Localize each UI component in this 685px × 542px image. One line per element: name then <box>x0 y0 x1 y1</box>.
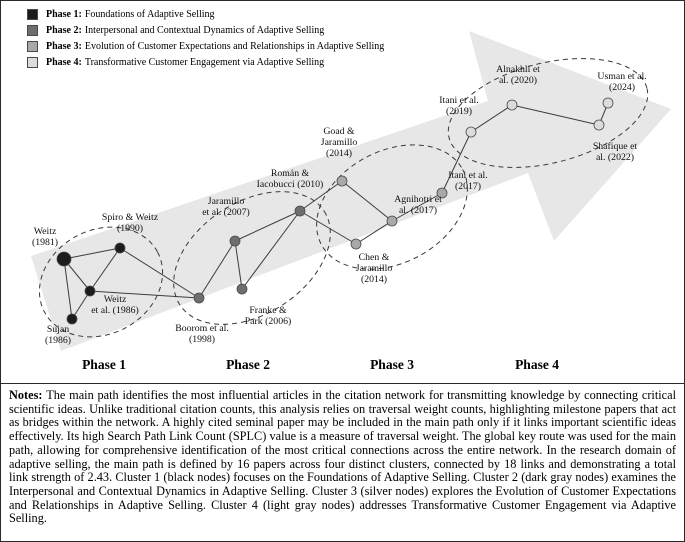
phase-1-color-swatch <box>27 9 38 20</box>
node-label-franke2006: Franke & Park (2006) <box>244 305 292 327</box>
legend-phase-4-label: Phase 4: <box>46 57 82 68</box>
node-label-alnakhli2020: Alnakhli et al. (2020) <box>496 64 540 86</box>
legend-text-phase-3 <box>46 41 384 52</box>
node-weitz1981 <box>57 252 71 266</box>
node-label-goad2014: Goad & Jaramillo (2014) <box>320 126 358 159</box>
legend-phase-2-label: Phase 2: <box>46 25 82 36</box>
notes-body: The main path identifies the most influential articles in the citation network for transmitting knowledge by connecting critical scientific ideas. Unlike traditional citation counts, this analysis relies on traversal weight counts, highlighting milestone papers that act as bridges within the network. A highly cited seminal paper may be included in the main path only if it links important scientific ideas effectively. Its high Search Path Link Count (SPLC) value is a measure of traversal weight. The global key route was used for the main path, allowing for comprehensive identification of the most critical connections across the entire network. In the research domain of adaptive selling, the main path is defined by 16 papers across four distinct clusters, connected by 18 links and demonstrating a total link strength of 2.43. Cluster 1 (black nodes) focuses on the Foundations of Adaptive Selling. Cluster 2 (dark gray nodes) examines the Interpersonal and Contextual Dynamics in Adaptive Selling. Cluster 3 (silver nodes) explores the Evolution of Customer Expectations and Relationships in Adaptive Selling. Cluster 4 (light gray nodes) addresses Transformative Customer Engagement via Adaptive Selling. <box>9 388 676 526</box>
figure-notes <box>1 384 684 526</box>
legend-item-phase-1 <box>27 9 384 20</box>
phase-axis-label-3: Phase 3 <box>370 357 414 372</box>
node-chen2014 <box>351 239 361 249</box>
node-label-weitz1986: Weitz et al. (1986) <box>91 294 139 316</box>
node-itani2019 <box>466 127 476 137</box>
phase-3-color-swatch <box>27 41 38 52</box>
node-label-roman2010: Román & Iacobucci (2010) <box>256 168 324 190</box>
legend-phase-3-label: Phase 3: <box>46 41 82 52</box>
legend-text-phase-1 <box>46 9 215 20</box>
legend-text-phase-2 <box>46 25 324 36</box>
legend-item-phase-3 <box>27 41 384 52</box>
node-boorom1998 <box>194 293 204 303</box>
legend-phase-3-description: Evolution of Customer Expectations and Relationships in Adaptive Selling <box>84 41 385 52</box>
phase-4-color-swatch <box>27 57 38 68</box>
notes-heading: Notes: <box>9 388 47 402</box>
legend-item-phase-2 <box>27 25 384 36</box>
legend-item-phase-4 <box>27 57 384 68</box>
phase-2-color-swatch <box>27 25 38 36</box>
node-label-shafique2022: Shafique et al. (2022) <box>592 141 638 163</box>
node-label-boorom1998: Boorom et al. (1998) <box>175 323 229 345</box>
node-weitz1986 <box>85 286 95 296</box>
node-sujan1986 <box>67 314 77 324</box>
node-jaramillo2007 <box>230 236 240 246</box>
node-label-spiro1990: Spiro & Weitz (1990) <box>101 212 159 234</box>
node-label-usman2024: Usman et al. (2024) <box>597 71 647 93</box>
phase-axis-label-2: Phase 2 <box>226 357 270 372</box>
legend-text-phase-4 <box>46 57 324 68</box>
node-shafique2022 <box>594 120 604 130</box>
background-arrow-shape <box>31 31 671 351</box>
legend-phase-1-label: Phase 1: <box>46 9 82 20</box>
phase-axis-label-1: Phase 1 <box>82 357 126 372</box>
node-label-weitz1981: Weitz (1981) <box>31 226 59 248</box>
node-spiro1990 <box>115 243 125 253</box>
node-alnakhli2020 <box>507 100 517 110</box>
node-usman2024 <box>603 98 613 108</box>
node-label-itani2019: Itani et al. (2019) <box>439 95 479 117</box>
node-goad2014 <box>337 176 347 186</box>
phase-axis-label-4: Phase 4 <box>515 357 559 372</box>
node-roman2010 <box>295 206 305 216</box>
legend-phase-2-description: Interpersonal and Contextual Dynamics of Adaptive Selling <box>84 25 325 36</box>
node-agnihotri2017 <box>387 216 397 226</box>
node-label-chen2014: Chen & Jaramillo (2014) <box>355 252 393 285</box>
node-franke2006 <box>237 284 247 294</box>
legend <box>27 9 384 68</box>
legend-phase-1-description: Foundations of Adaptive Selling <box>84 9 215 20</box>
citation-network-diagram <box>1 1 684 384</box>
node-label-agnihotri2017: Agnihotri et al. (2017) <box>394 194 442 216</box>
legend-phase-4-description: Transformative Customer Engagement via Adaptive Selling <box>84 57 325 68</box>
node-label-itani2017: Itani et al. (2017) <box>448 170 488 192</box>
node-label-sujan1986: Sujan (1986) <box>44 324 72 346</box>
node-label-jaramillo2007: Jaramillo et al. (2007) <box>202 196 250 218</box>
